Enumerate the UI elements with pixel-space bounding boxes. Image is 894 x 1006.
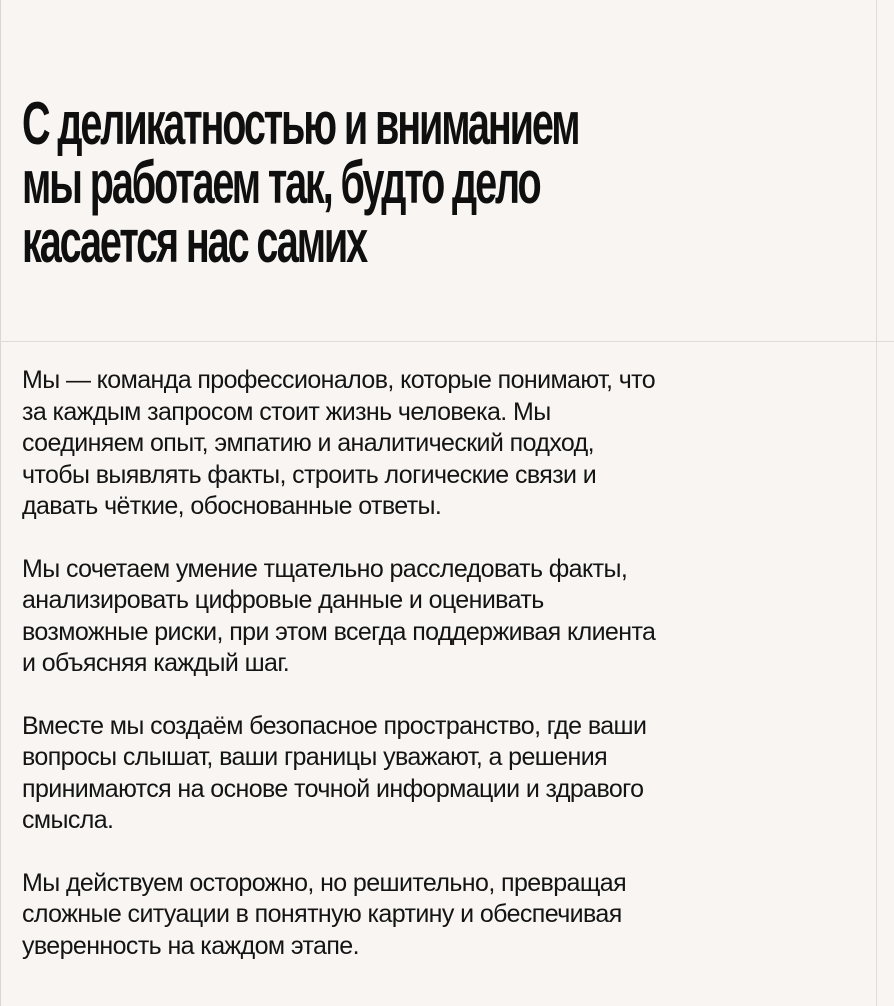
right-divider — [876, 0, 877, 1006]
text-line: принимаются на основе точной информации и здравого — [22, 774, 644, 803]
text-line: сложные ситуации в понятную картину и обеспечивая — [22, 900, 622, 928]
paragraph — [22, 554, 822, 680]
text-line: соединяем опыт, эмпатию и аналитический подход, — [22, 429, 595, 457]
text-line: за каждым запросом стоит жизнь человека. Мы — [22, 397, 551, 426]
text-line: давать чёткие, обоснованные ответы. — [22, 492, 442, 520]
section-divider — [0, 341, 894, 342]
paragraph — [22, 868, 822, 963]
text-line: Вместе мы создаём безопасное пространство, где ваши — [22, 711, 647, 740]
text-line: и объясняя каждый шаг. — [22, 649, 290, 677]
paragraph — [22, 365, 822, 523]
text-line: Мы — команда профессионалов, которые понимают, что — [22, 366, 656, 394]
text-line: уверенность на каждом этапе. — [22, 931, 359, 960]
paragraph — [22, 711, 822, 837]
heading-line: касается нас самих — [22, 208, 367, 275]
about-text — [22, 365, 822, 993]
heading-line: С деликатностью и вниманием — [22, 90, 579, 157]
text-line: возможные риски, при этом всегда поддерживая клиента — [22, 617, 656, 646]
text-line: вопросы слышат, ваши границы уважают, а решения — [22, 743, 608, 771]
text-line: анализировать цифровые данные и оценивать — [22, 586, 544, 614]
text-line: Мы сочетаем умение тщательно расследовать факты, — [22, 554, 628, 583]
text-line: Мы действуем осторожно, но решительно, превращая — [22, 868, 627, 897]
heading-line: мы работаем так, будто дело — [22, 149, 540, 216]
page-heading — [22, 90, 579, 275]
text-line: смысла. — [22, 806, 114, 834]
text-line: чтобы выявлять факты, строить логические связи и — [22, 460, 597, 489]
